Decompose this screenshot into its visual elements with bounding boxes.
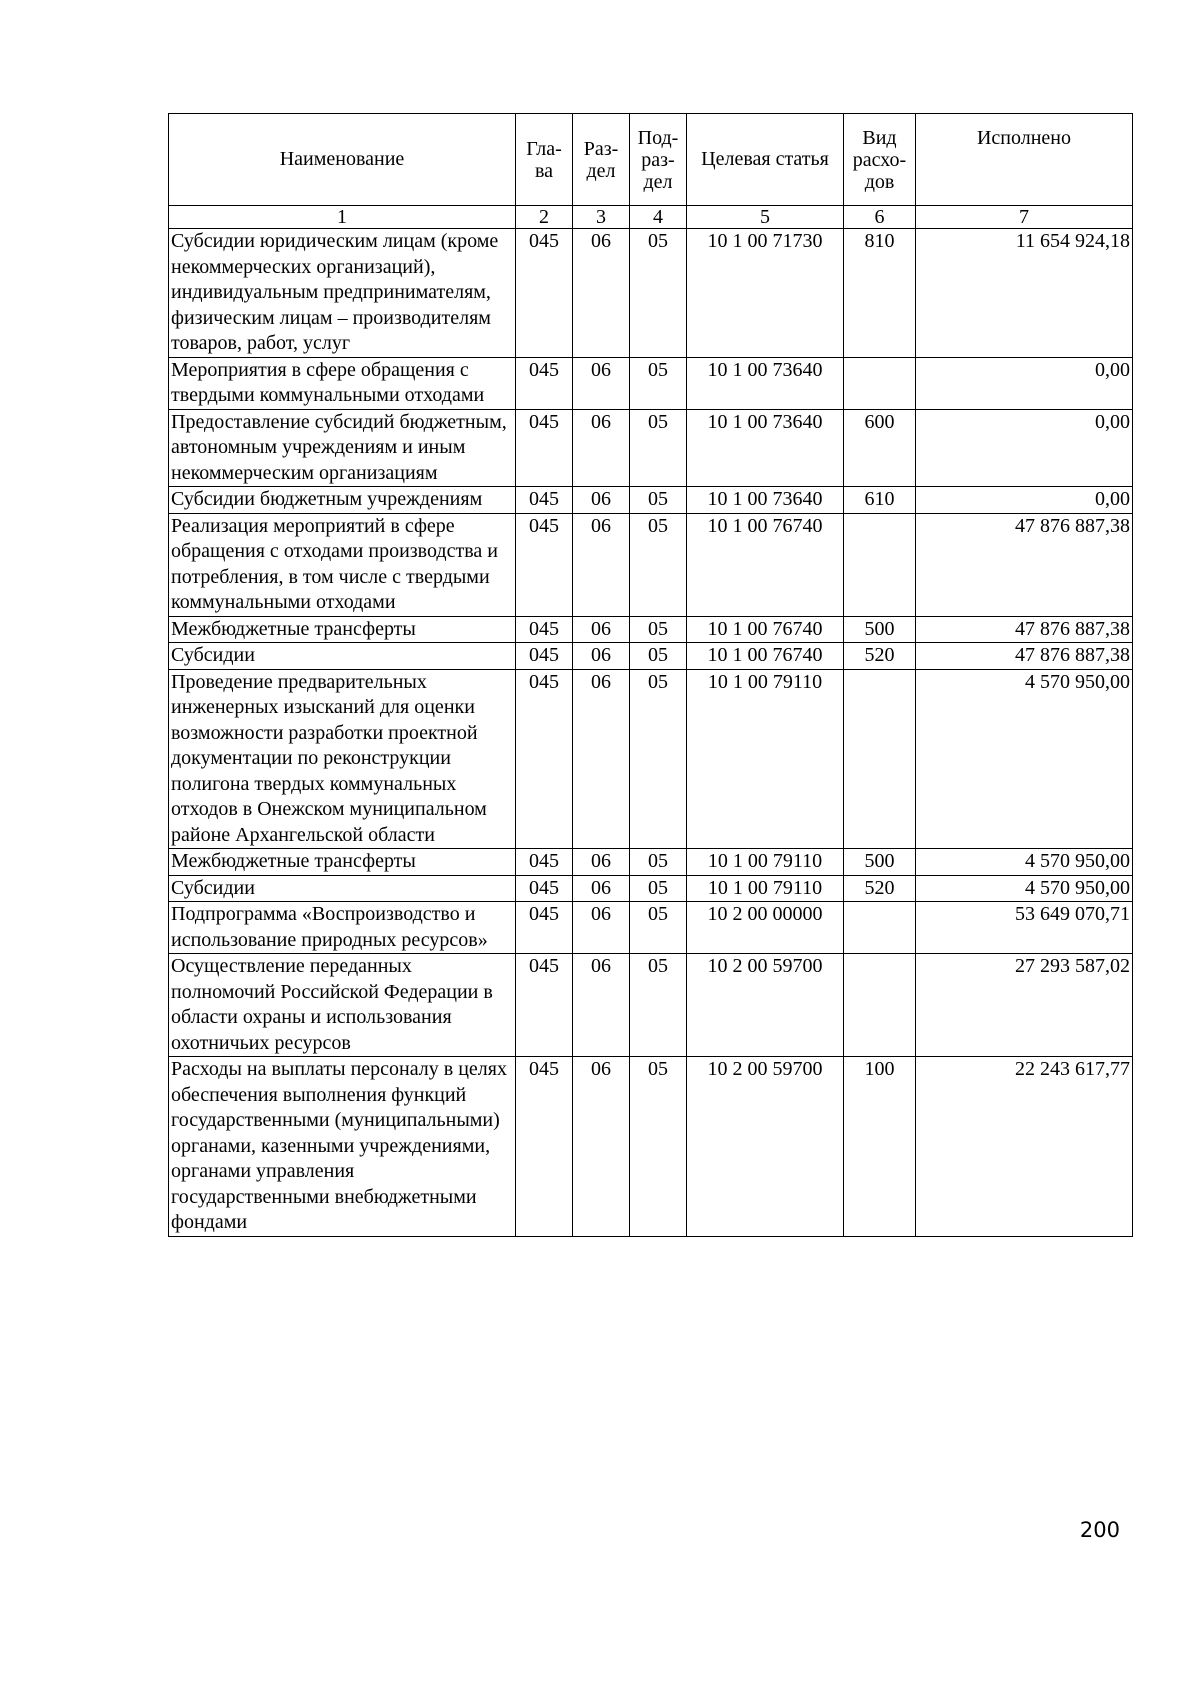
cell-name: Межбюджетные трансферты [169,849,516,876]
cell-name: Осуществление переданных полномочий Российской Федерации в области охраны и использования охотничьих ресурсов [169,954,516,1057]
cell-podrazdel: 05 [630,409,687,487]
cell-podrazdel: 05 [630,357,687,409]
cell-ispolneno: 47 876 887,38 [916,513,1133,616]
cell-ispolneno: 4 570 950,00 [916,849,1133,876]
cell-razdel: 06 [573,357,630,409]
cell-tselevaya-statya: 10 1 00 76740 [687,513,844,616]
cell-vid-raskhodov: 520 [844,643,916,670]
cell-vid-raskhodov: 810 [844,229,916,358]
cell-podrazdel: 05 [630,849,687,876]
cell-name: Реализация мероприятий в сфере обращения с отходами производства и потребления, в том числе с твердыми коммунальными отходами [169,513,516,616]
cell-tselevaya-statya: 10 2 00 00000 [687,902,844,954]
cell-razdel: 06 [573,1057,630,1237]
cell-podrazdel: 05 [630,513,687,616]
budget-execution-table [168,113,1133,1237]
cell-vid-raskhodov [844,669,916,849]
cell-vid-raskhodov [844,902,916,954]
cell-name: Расходы на выплаты персоналу в целях обеспечения выполнения функций государственными (муниципальными) органами, казенными учреждениями, органами управления государственными внебюджетными фондами [169,1057,516,1237]
cell-razdel: 06 [573,513,630,616]
table-row [169,616,1133,643]
cell-glava: 045 [516,229,573,358]
cell-glava: 045 [516,875,573,902]
cell-tselevaya-statya: 10 2 00 59700 [687,954,844,1057]
cell-vid-raskhodov [844,513,916,616]
cell-razdel: 06 [573,616,630,643]
cell-name: Субсидии [169,643,516,670]
cell-glava: 045 [516,849,573,876]
cell-name: Межбюджетные трансферты [169,616,516,643]
header-name: Наименование [169,114,516,206]
column-number: 5 [687,206,844,229]
header-podrazdel: Под- раз- дел [630,114,687,206]
cell-glava: 045 [516,902,573,954]
cell-name: Проведение предварительных инженерных изысканий для оценки возможности разработки проектной документации по реконструкции полигона твердых коммунальных отходов в Онежском муниципальном районе Архангельской области [169,669,516,849]
cell-glava: 045 [516,1057,573,1237]
column-number: 4 [630,206,687,229]
cell-razdel: 06 [573,409,630,487]
cell-razdel: 06 [573,849,630,876]
cell-glava: 045 [516,357,573,409]
column-number-row [169,206,1133,229]
table-row [169,669,1133,849]
column-number: 2 [516,206,573,229]
cell-ispolneno: 47 876 887,38 [916,643,1133,670]
column-number: 3 [573,206,630,229]
cell-tselevaya-statya: 10 1 00 79110 [687,669,844,849]
cell-name: Предоставление субсидий бюджетным, автономным учреждениям и иным некоммерческим организациям [169,409,516,487]
cell-podrazdel: 05 [630,902,687,954]
column-number: 1 [169,206,516,229]
cell-podrazdel: 05 [630,875,687,902]
table-row [169,513,1133,616]
table-row [169,1057,1133,1237]
cell-razdel: 06 [573,954,630,1057]
cell-podrazdel: 05 [630,643,687,670]
cell-podrazdel: 05 [630,669,687,849]
cell-razdel: 06 [573,229,630,358]
column-number: 6 [844,206,916,229]
cell-vid-raskhodov: 500 [844,849,916,876]
cell-razdel: 06 [573,902,630,954]
cell-ispolneno: 11 654 924,18 [916,229,1133,358]
cell-name: Субсидии [169,875,516,902]
cell-tselevaya-statya: 10 2 00 59700 [687,1057,844,1237]
cell-vid-raskhodov: 520 [844,875,916,902]
cell-ispolneno: 53 649 070,71 [916,902,1133,954]
table-row [169,902,1133,954]
table-row [169,357,1133,409]
cell-ispolneno: 0,00 [916,487,1133,514]
table-row [169,954,1133,1057]
cell-ispolneno: 0,00 [916,409,1133,487]
cell-podrazdel: 05 [630,487,687,514]
cell-vid-raskhodov: 100 [844,1057,916,1237]
cell-tselevaya-statya: 10 1 00 73640 [687,487,844,514]
cell-glava: 045 [516,409,573,487]
header-ispolneno: Исполнено [916,114,1133,206]
column-number: 7 [916,206,1133,229]
table-row [169,409,1133,487]
cell-vid-raskhodov [844,357,916,409]
cell-tselevaya-statya: 10 1 00 73640 [687,357,844,409]
cell-tselevaya-statya: 10 1 00 71730 [687,229,844,358]
cell-tselevaya-statya: 10 1 00 76740 [687,616,844,643]
cell-tselevaya-statya: 10 1 00 79110 [687,875,844,902]
cell-razdel: 06 [573,487,630,514]
page-number: 200 [1079,1518,1120,1542]
table-row [169,875,1133,902]
cell-podrazdel: 05 [630,229,687,358]
cell-glava: 045 [516,954,573,1057]
header-razdel: Раз- дел [573,114,630,206]
cell-razdel: 06 [573,643,630,670]
cell-glava: 045 [516,643,573,670]
table-row [169,487,1133,514]
header-row [169,114,1133,206]
header-vid-raskhodov: Вид расхо- дов [844,114,916,206]
cell-glava: 045 [516,616,573,643]
cell-name: Мероприятия в сфере обращения с твердыми коммунальными отходами [169,357,516,409]
cell-ispolneno: 47 876 887,38 [916,616,1133,643]
cell-ispolneno: 27 293 587,02 [916,954,1133,1057]
table-row [169,643,1133,670]
cell-ispolneno: 0,00 [916,357,1133,409]
cell-podrazdel: 05 [630,1057,687,1237]
cell-vid-raskhodov [844,954,916,1057]
cell-podrazdel: 05 [630,616,687,643]
cell-ispolneno: 22 243 617,77 [916,1057,1133,1237]
cell-podrazdel: 05 [630,954,687,1057]
cell-glava: 045 [516,487,573,514]
header-glava: Гла- ва [516,114,573,206]
cell-vid-raskhodov: 500 [844,616,916,643]
cell-name: Субсидии юридическим лицам (кроме некоммерческих организаций), индивидуальным предпринимателям, физическим лицам – производителям товаров, работ, услуг [169,229,516,358]
cell-razdel: 06 [573,669,630,849]
table-row [169,229,1133,358]
cell-vid-raskhodov: 610 [844,487,916,514]
cell-name: Подпрограмма «Воспроизводство и использование природных ресурсов» [169,902,516,954]
cell-name: Субсидии бюджетным учреждениям [169,487,516,514]
cell-razdel: 06 [573,875,630,902]
cell-tselevaya-statya: 10 1 00 73640 [687,409,844,487]
cell-ispolneno: 4 570 950,00 [916,669,1133,849]
table-row [169,849,1133,876]
header-tselevaya-statya: Целевая статья [687,114,844,206]
cell-ispolneno: 4 570 950,00 [916,875,1133,902]
cell-glava: 045 [516,513,573,616]
cell-tselevaya-statya: 10 1 00 79110 [687,849,844,876]
cell-vid-raskhodov: 600 [844,409,916,487]
cell-glava: 045 [516,669,573,849]
cell-tselevaya-statya: 10 1 00 76740 [687,643,844,670]
